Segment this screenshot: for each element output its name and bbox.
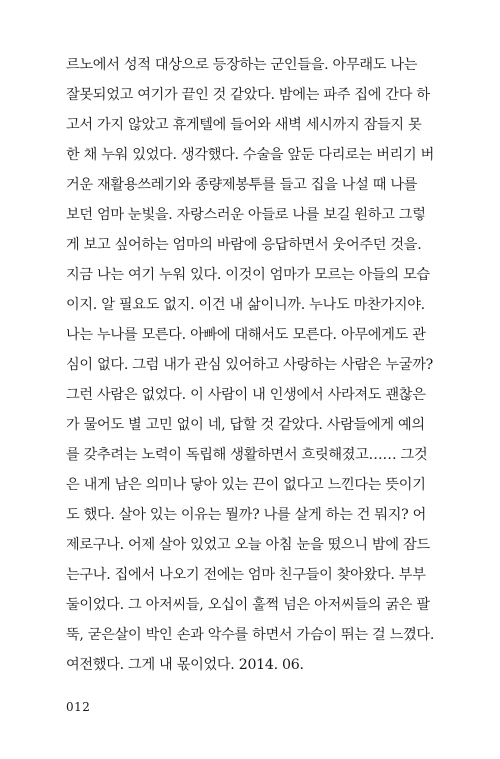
body-text xyxy=(66,50,438,680)
text-line: 그런 사람은 없었다. 이 사람이 내 인생에서 사라져도 괜찮은 xyxy=(66,387,426,403)
text-line: 게 보고 싶어하는 엄마의 바람에 응답하면서 웃어주던 것을. xyxy=(66,237,422,253)
text-line: 도 했다. 살아 있는 이유는 뭘까? 나를 살게 하는 건 뭐지? 어 xyxy=(66,507,427,523)
text-line: 거운 재활용쓰레기와 종량제봉투를 들고 집을 나설 때 나를 xyxy=(66,177,418,193)
text-line: 한 채 누워 있었다. 생각했다. 수술을 앞둔 다리로는 버리기 버 xyxy=(66,147,435,163)
text-line: 르노에서 성적 대상으로 등장하는 군인들을. 아무래도 나는 xyxy=(66,57,418,73)
text-line: 는구나. 집에서 나오기 전에는 엄마 친구들이 찾아왔다. 부부 xyxy=(66,567,426,583)
text-line: 은 내게 남은 의미나 닿아 있는 끈이 없다고 느낀다는 뜻이기 xyxy=(66,477,426,493)
text-line: 심이 없다. 그럼 내가 관심 있어하고 사랑하는 사람은 누굴까? xyxy=(66,357,433,373)
text-line: 둘이었다. 그 아저씨들, 오십이 훌쩍 넘은 아저씨들의 굵은 팔 xyxy=(66,597,430,613)
page-number: 012 xyxy=(66,700,91,714)
text-line: 보던 엄마 눈빛을. 자랑스러운 아들로 나를 보길 원하고 그렇 xyxy=(66,207,426,223)
text-line: 잘못되었고 여기가 끝인 것 같았다. 밤에는 파주 집에 간다 하 xyxy=(66,87,430,103)
text-line: 고서 가지 않았고 휴게텔에 들어와 새벽 세시까지 잠들지 못 xyxy=(66,117,422,133)
text-line: 를 갖추려는 노력이 독립해 생활하면서 흐릿해졌고…… 그것 xyxy=(66,447,428,463)
text-line: 가 물어도 별 고민 없이 네, 답할 것 같았다. 사람들에게 예의 xyxy=(66,417,425,433)
text-line: 지금 나는 여기 누워 있다. 이것이 엄마가 모르는 아들의 모습 xyxy=(66,267,430,283)
text-line: 뚝, 굳은살이 박인 손과 악수를 하면서 가슴이 뛰는 걸 느꼈다. xyxy=(66,627,435,643)
text-line: 이지. 알 필요도 없지. 이건 내 삶이니까. 누나도 마찬가지야. xyxy=(66,297,425,313)
text-line: 나는 누나를 모른다. 아빠에 대해서도 모른다. 아무에게도 관 xyxy=(66,327,426,343)
text-line: 제로구나. 어제 살아 있었고 오늘 아침 눈을 떴으니 밤에 잠드 xyxy=(66,537,430,553)
text-line: 여전했다. 그게 내 몫이었다. 2014. 06. xyxy=(66,657,304,673)
